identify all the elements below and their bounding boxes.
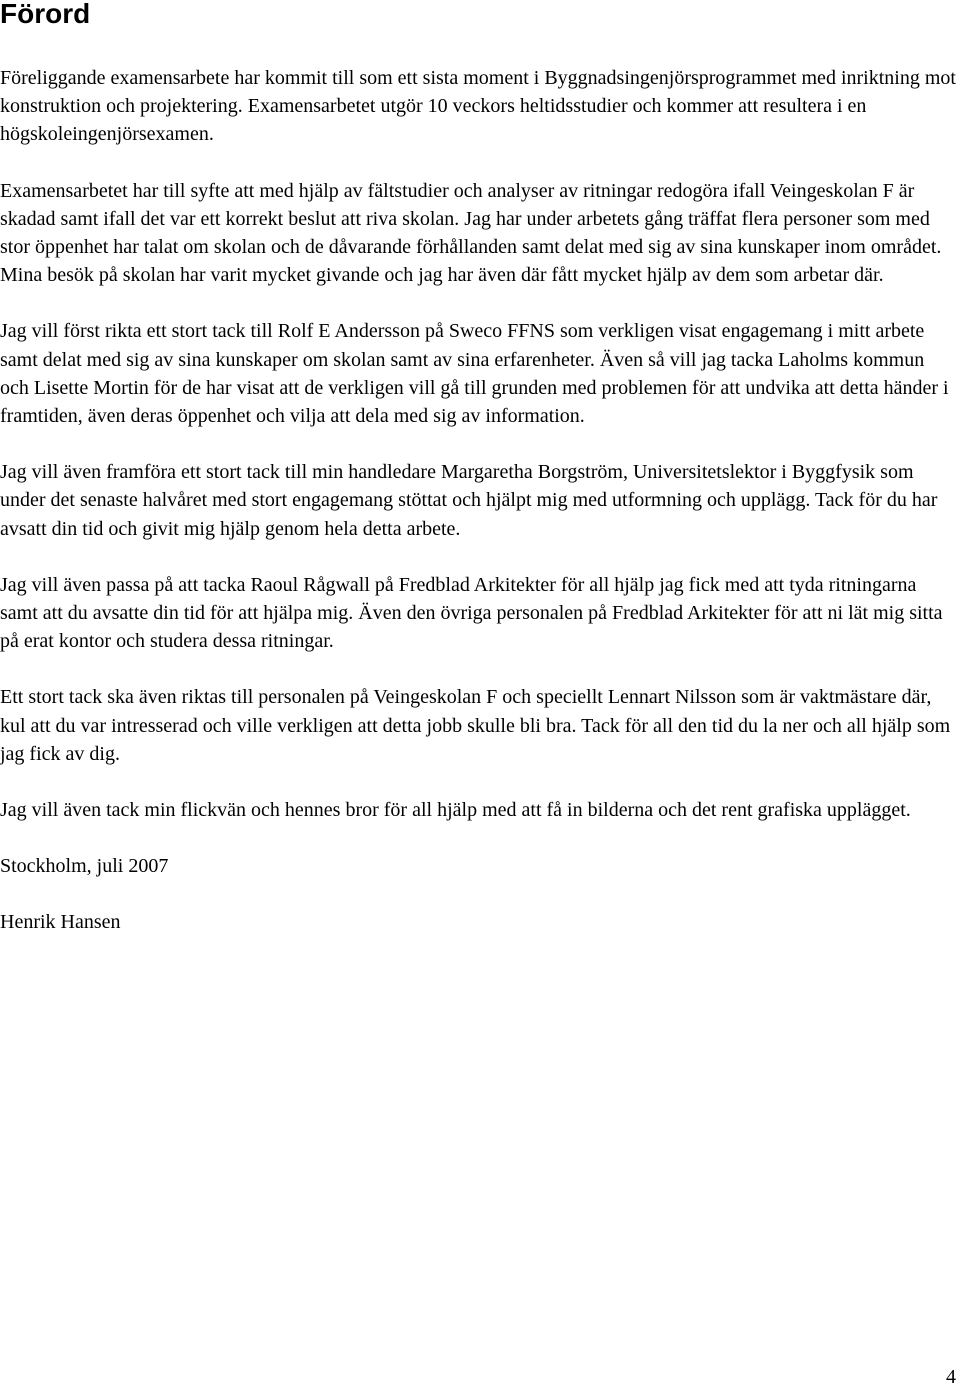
place-date: Stockholm, juli 2007 [0,855,169,878]
paragraph-intro: Föreliggande examensarbete har kommit till som ett sista moment i Byggnadsingenjörsprogrammet med inriktning mot konstruktion och projektering. Examensarbetet utgör 10 veckors heltidsstudier och kommer att resultera i en högskoleingenjörsexamen. [0,67,956,146]
paragraph-purpose: Examensarbetet har till syfte att med hjälp av fältstudier och analyser av ritningar redogöra ifall Veingeskolan F är skadad samt ifall det var ett korrekt beslut att riva skolan. Jag har under arbetets gång träffat flera personer som med stor öppenhet har talat om skolan och de dåvarande förhållanden samt delat med sig av sina kunskaper inom området. Mina besök på skolan har varit mycket givande och jag har även där fått mycket hjälp av dem som arbetar där. [0,179,942,287]
paragraph-thanks-family: Jag vill även tack min flickvän och hennes bror för all hjälp med att få in bilderna och det rent grafiska upplägget. [0,799,911,822]
page-number: 4 [946,1366,956,1388]
page-title: Förord [0,0,91,29]
paragraph-thanks-supervisor: Jag vill även framföra ett stort tack till min handledare Margaretha Borgström, Universitetslektor i Byggfysik som under det senaste halvåret med stort engagemang stöttat och hjälpt mig med utformning och upplägg. Tack för du har avsatt din tid och givit mig hjälp genom hela detta arbete. [0,461,938,540]
paragraph-thanks-andersson: Jag vill först rikta ett stort tack till Rolf E Andersson på Sweco FFNS som verkligen visat engagemang i mitt arbete samt delat med sig av sina kunskaper om skolan samt av sina erfarenheter. Även så vill jag tacka Laholms kommun och Lisette Mortin för de har visat att de verkligen vill gå till grunden med problemen för att undvika att detta händer i framtiden, även deras öppenhet och vilja att dela med sig av information. [0,320,949,428]
paragraph-thanks-school-staff: Ett stort tack ska även riktas till personalen på Veingeskolan F och speciellt Lennart Nilsson som är vaktmästare där, kul att du var intresserad och ville verkligen att detta jobb skulle bli bra. Tack för all den tid du la ner och all hjälp som jag fick av dig. [0,686,951,765]
document-body [0,64,958,965]
paragraph-thanks-architects: Jag vill även passa på att tacka Raoul Rågwall på Fredblad Arkitekter för all hjälp jag fick med att tyda ritningarna samt att du avsatte din tid för att hjälpa mig. Även den övriga personalen på Fredblad Arkitekter för att ni lät mig sitta på erat kontor och studera dessa ritningar. [0,573,943,653]
author-name: Henrik Hansen [0,911,121,934]
